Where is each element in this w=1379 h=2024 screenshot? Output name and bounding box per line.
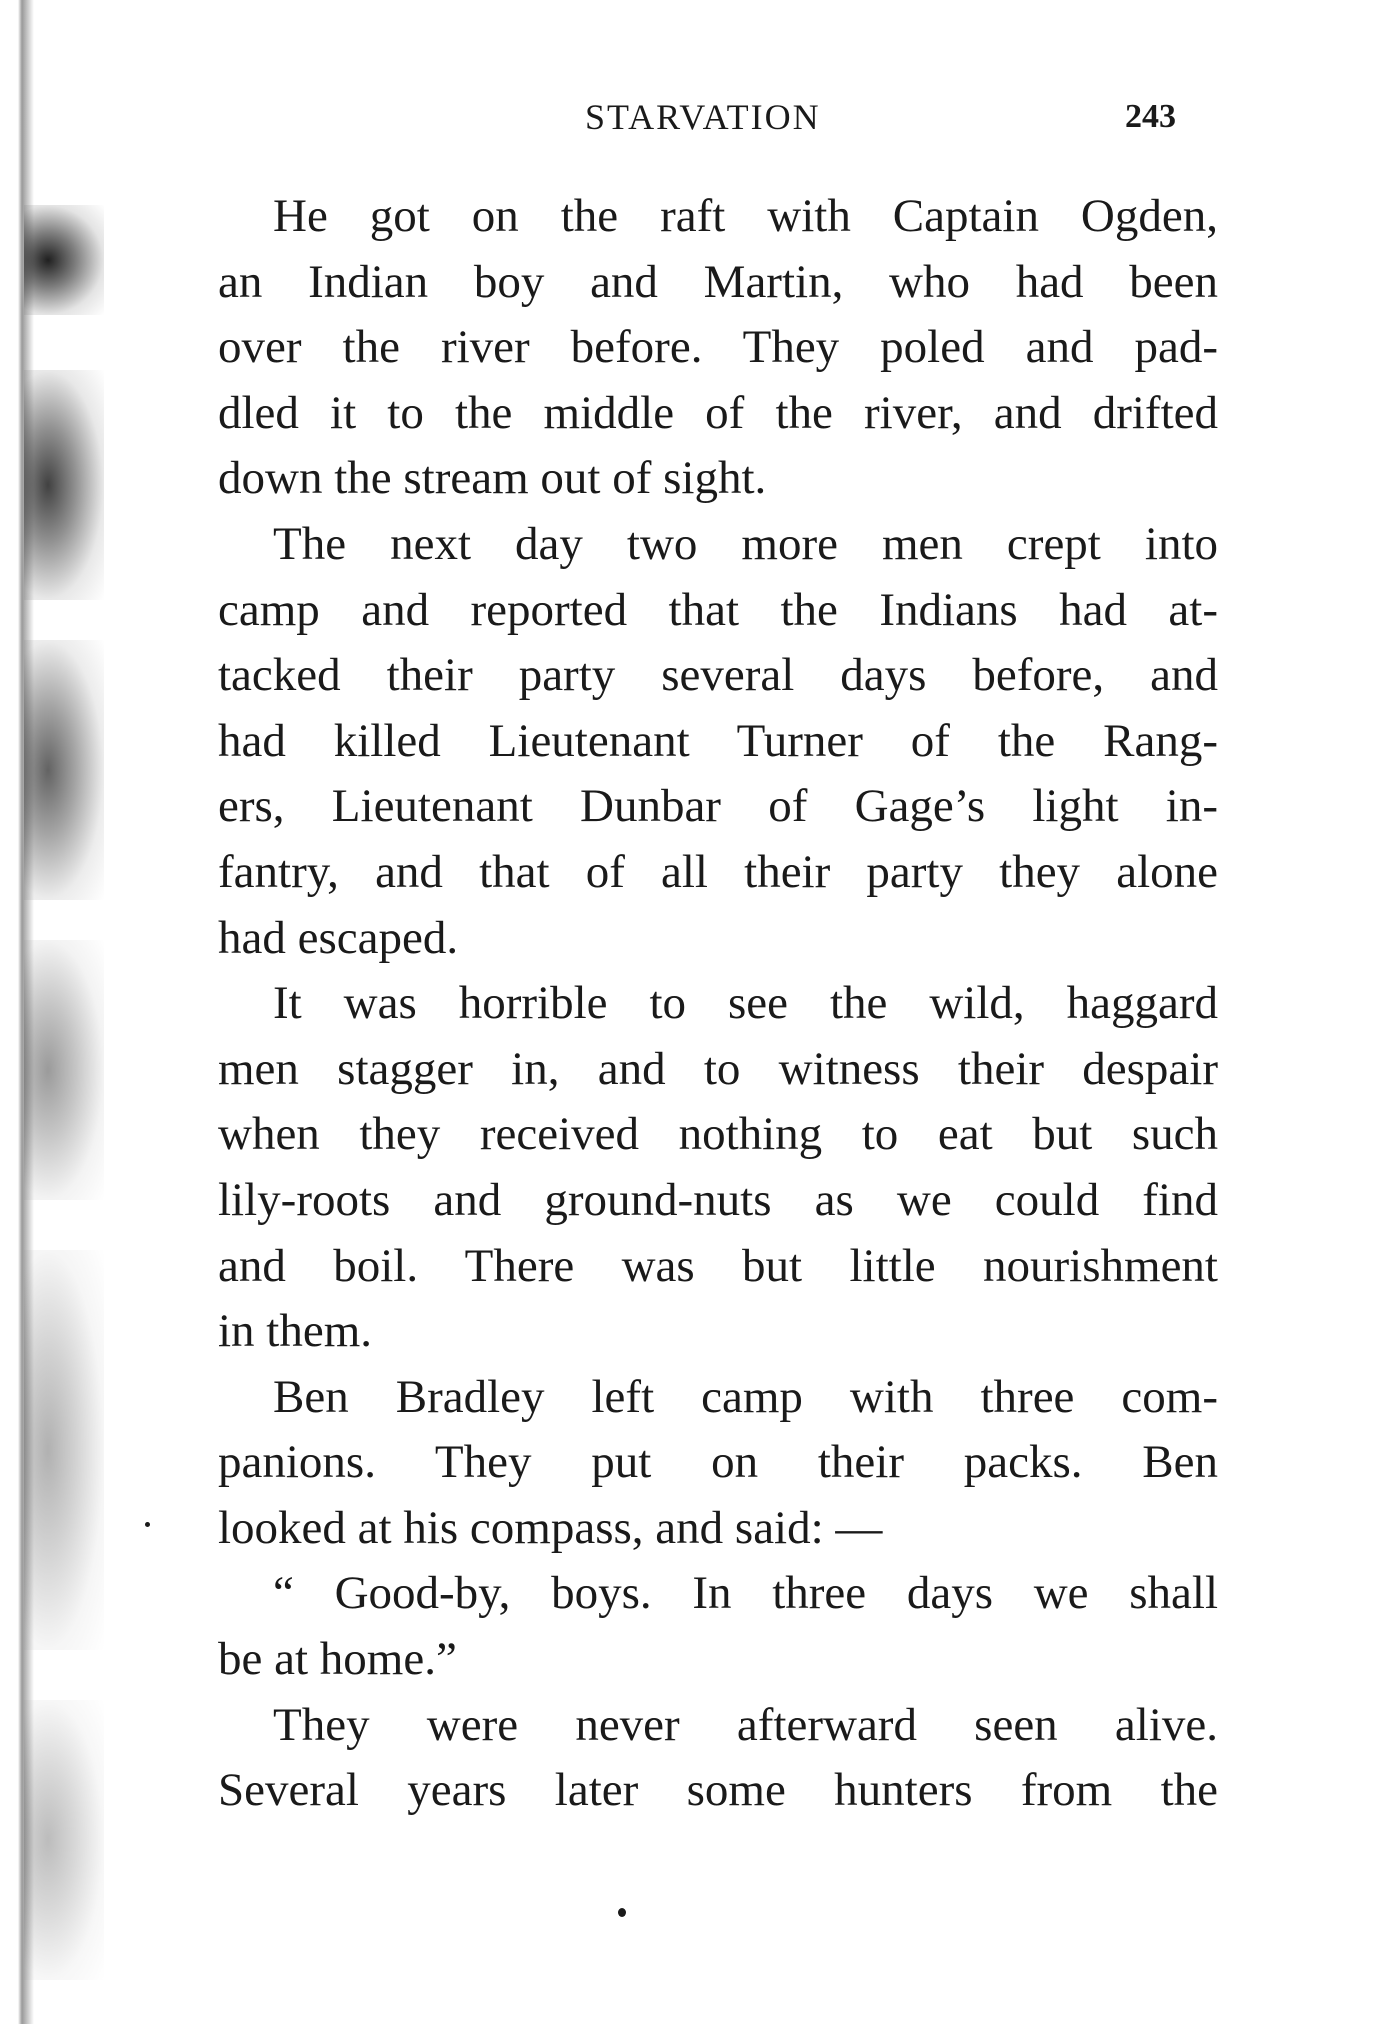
text-line: It was horrible to see the wild, haggard	[273, 977, 1218, 1030]
text-line: Ben Bradley left camp with three com-	[273, 1370, 1218, 1423]
text-line: down the stream out of sight.	[218, 452, 767, 505]
page-gutter-shadow	[0, 0, 130, 2024]
text-line: ers, Lieutenant Dunbar of Gage’s light in-	[218, 780, 1218, 833]
text-line: an Indian boy and Martin, who had been	[218, 255, 1218, 308]
scan-smudge	[24, 940, 104, 1200]
text-line: “ Good-by, boys. In three days we shall	[273, 1567, 1218, 1620]
running-head	[0, 96, 1379, 144]
text-line: They were never afterward seen alive.	[273, 1698, 1218, 1751]
scan-smudge	[24, 1250, 104, 1650]
text-line: panions. They put on their packs. Ben	[218, 1436, 1218, 1489]
text-line: looked at his compass, and said: —	[218, 1501, 883, 1554]
text-line: lily-roots and ground-nuts as we could find	[218, 1173, 1218, 1226]
text-line: Several years later some hunters from the	[218, 1764, 1218, 1817]
text-line: tacked their party several days before, and	[218, 649, 1218, 702]
text-line: be at home.”	[218, 1633, 457, 1686]
text-line: fantry, and that of all their party they alone	[218, 845, 1218, 898]
text-line: and boil. There was but little nourishment	[218, 1239, 1218, 1292]
text-line: men stagger in, and to witness their despair	[218, 1042, 1218, 1095]
text-line: over the river before. They poled and pad-	[218, 321, 1218, 374]
text-line: had killed Lieutenant Turner of the Rang-	[218, 714, 1218, 767]
text-line: dled it to the middle of the river, and drifted	[218, 386, 1218, 439]
scan-smudge	[24, 370, 104, 600]
text-line: He got on the raft with Captain Ogden,	[273, 190, 1218, 242]
stray-ink-dot	[618, 1908, 626, 1917]
stray-ink-dot	[145, 1522, 150, 1527]
running-title: STARVATION	[585, 97, 821, 137]
text-line: had escaped.	[218, 911, 459, 964]
scan-smudge	[24, 1700, 104, 1980]
text-line: when they received nothing to eat but such	[218, 1108, 1218, 1161]
text-line: camp and reported that the Indians had at-	[218, 583, 1218, 636]
text-line: The next day two more men crept into	[273, 517, 1218, 570]
scan-smudge	[24, 205, 104, 315]
text-line: in them.	[218, 1305, 373, 1358]
scan-smudge	[24, 640, 104, 900]
body-text	[218, 184, 1218, 1824]
page-number: 243	[1125, 98, 1176, 135]
